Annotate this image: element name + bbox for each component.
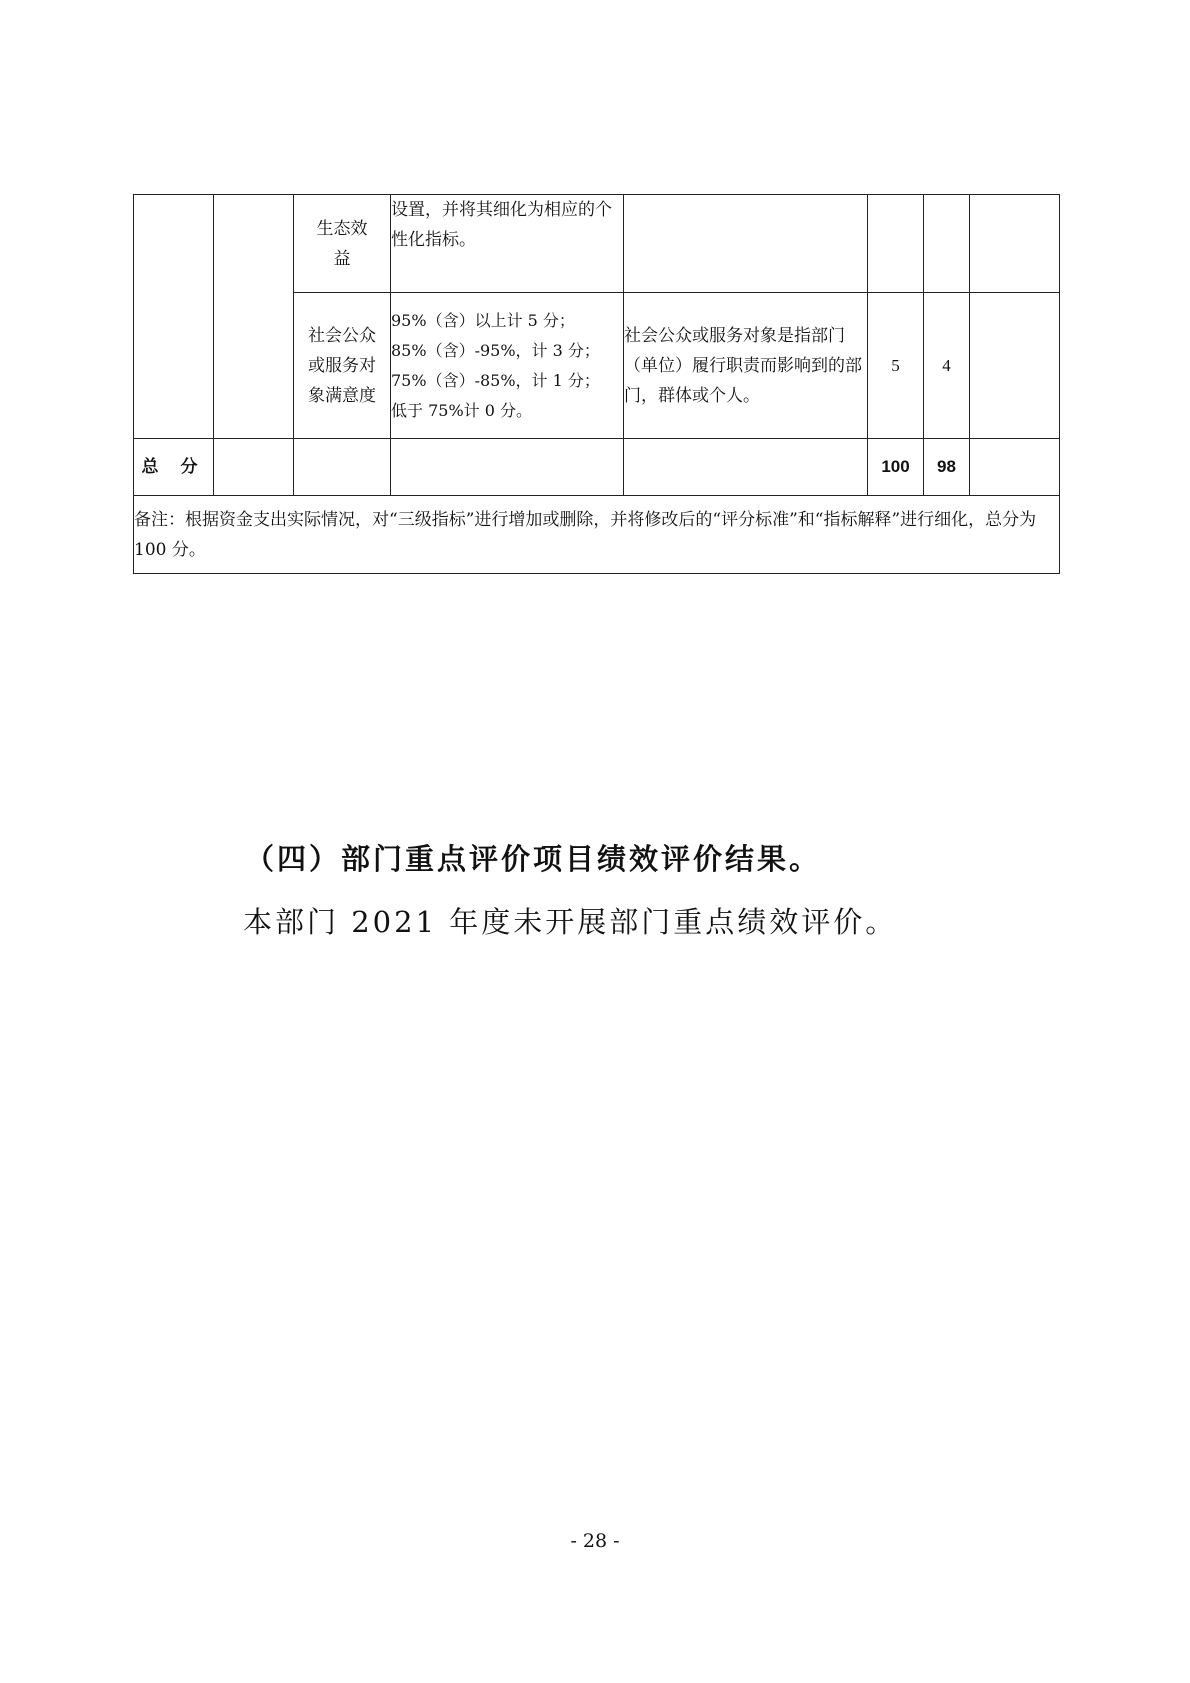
standard-line: 95%（含）以上计 5 分； — [391, 310, 575, 330]
cell-standard-ecology: 设置，并将其细化为相应的个性化指标。 — [391, 195, 624, 293]
cell-empty — [624, 439, 868, 496]
cell-total-score: 98 — [924, 439, 970, 496]
cell-indicator-satisfaction: 社会公众或服务对象满意度 — [294, 293, 391, 439]
standard-line: 75%（含）-85%，计 1 分； — [391, 370, 600, 390]
table-row-ecology — [134, 195, 1060, 293]
section-paragraph: 本部门 2021 年度未开展部门重点绩效评价。 — [243, 905, 898, 939]
cell-weight-satisfaction: 5 — [868, 293, 924, 439]
cell-explanation-satisfaction: 社会公众或服务对象是指部门（单位）履行职责而影响到的部门，群体或个人。 — [624, 293, 868, 439]
cell-empty — [294, 439, 391, 496]
cell-score-satisfaction: 4 — [924, 293, 970, 439]
cell-explanation-ecology — [624, 195, 868, 293]
cell-indicator-ecology: 生态效益 — [294, 195, 391, 293]
cell-level2 — [214, 195, 294, 439]
table-note: 备注：根据资金支出实际情况，对“三级指标”进行增加或删除，并将修改后的“评分标准”和“指标解释”进行细化，总分为 100 分。 — [134, 496, 1060, 574]
cell-weight-ecology — [868, 195, 924, 293]
cell-score-ecology — [924, 195, 970, 293]
cell-remark-satisfaction — [970, 293, 1060, 439]
cell-empty — [391, 439, 624, 496]
cell-total-label: 总 分 — [134, 439, 214, 496]
section-heading: （四）部门重点评价项目绩效评价结果。 — [245, 842, 822, 876]
cell-standard-satisfaction — [391, 293, 624, 439]
performance-table — [133, 194, 1060, 574]
page-number: - 28 - — [570, 1530, 620, 1552]
table-row-note — [134, 496, 1060, 574]
cell-remark-ecology — [970, 195, 1060, 293]
table-row-total — [134, 439, 1060, 496]
cell-empty — [214, 439, 294, 496]
standard-line: 低于 75%计 0 分。 — [391, 400, 533, 420]
cell-empty — [970, 439, 1060, 496]
cell-level1 — [134, 195, 214, 439]
standard-line: 85%（含）-95%，计 3 分； — [391, 340, 600, 360]
cell-total-weight: 100 — [868, 439, 924, 496]
